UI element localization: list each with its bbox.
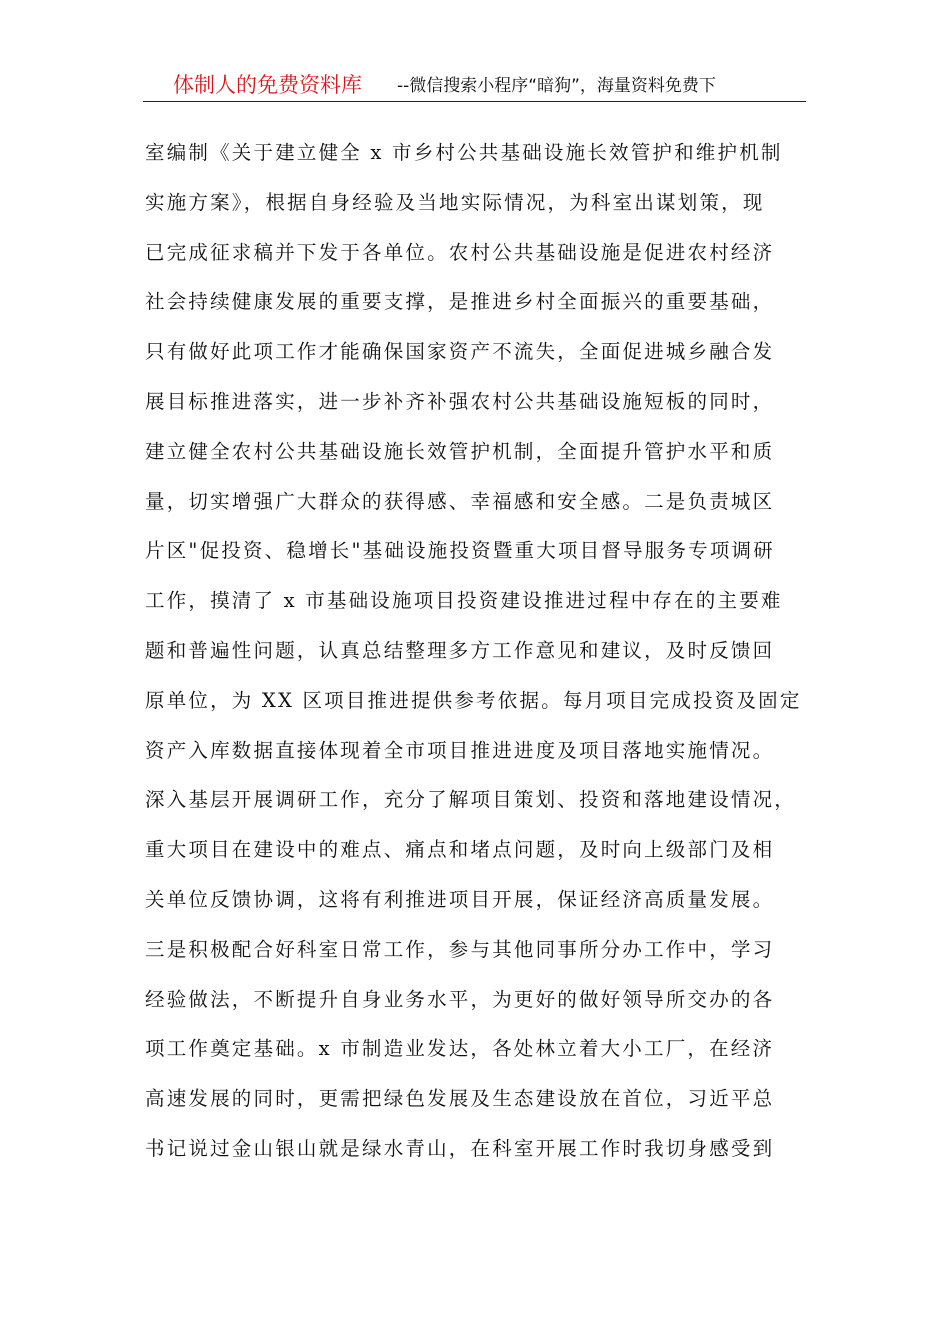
text-line: 社会持续健康发展的重要支撑，是推进乡村全面振兴的重要基础， bbox=[145, 290, 775, 314]
text-line: 室编制《关于建立健全 x 市乡村公共基础设施长效管护和维护机制 bbox=[145, 141, 783, 164]
text-line: 工作，摸清了 x 市基础设施项目投资建设推进过程中存在的主要难 bbox=[145, 589, 783, 613]
text-line: 重大项目在建设中的难点、痛点和堵点问题，及时向上级部门及相 bbox=[145, 838, 775, 862]
header-brand-title: 体制人的免费资料库 bbox=[173, 73, 362, 97]
body-text bbox=[145, 128, 825, 1174]
header-divider bbox=[143, 101, 806, 102]
text-line: 书记说过金山银山就是绿水青山，在科室开展工作时我切身感受到 bbox=[145, 1136, 775, 1160]
text-line: 关单位反馈协调，这将有利推进项目开展，保证经济高质量发展。 bbox=[145, 887, 775, 911]
text-line: 建立健全农村公共基础设施长效管护机制，全面提升管护水平和质 bbox=[145, 439, 775, 463]
text-line: 深入基层开展调研工作，充分了解项目策划、投资和落地建设情况， bbox=[145, 788, 797, 812]
text-line: 量，切实增强广大群众的获得感、幸福感和安全感。二是负责城区 bbox=[145, 489, 775, 513]
text-line: 三是积极配合好科室日常工作，参与其他同事所分办工作中，学习 bbox=[145, 937, 775, 961]
text-line: 经验做法，不断提升自身业务水平，为更好的做好领导所交办的各 bbox=[145, 987, 775, 1011]
text-line: 只有做好此项工作才能确保国家资产不流失，全面促进城乡融合发 bbox=[145, 340, 775, 364]
page-header bbox=[143, 70, 806, 102]
text-line: 项工作奠定基础。x 市制造业发达，各处林立着大小工厂，在经济 bbox=[145, 1037, 775, 1061]
text-line: 实施方案》，根据自身经验及当地实际情况，为科室出谋划策，现 bbox=[145, 190, 765, 214]
text-line: 题和普遍性问题，认真总结整理多方工作意见和建议，及时反馈回 bbox=[145, 638, 775, 662]
text-line: 高速发展的同时，更需把绿色发展及生态建设放在首位，习近平总 bbox=[145, 1087, 775, 1111]
text-line: 资产入库数据直接体现着全市项目推进进度及项目落地实施情况。 bbox=[145, 738, 775, 762]
text-line: 展目标推进落实，进一步补齐补强农村公共基础设施短板的同时， bbox=[145, 389, 775, 413]
text-line: 片区"促投资、稳增长"基础设施投资暨重大项目督导服务专项调研 bbox=[145, 539, 775, 563]
text-line: 已完成征求稿并下发于各单位。农村公共基础设施是促进农村经济 bbox=[145, 240, 775, 264]
text-line: 原单位，为 XX 区项目推进提供参考依据。每月项目完成投资及固定 bbox=[145, 688, 802, 712]
header-slogan: --微信搜索小程序“暗狗”，海量资料免费下 bbox=[397, 76, 716, 96]
